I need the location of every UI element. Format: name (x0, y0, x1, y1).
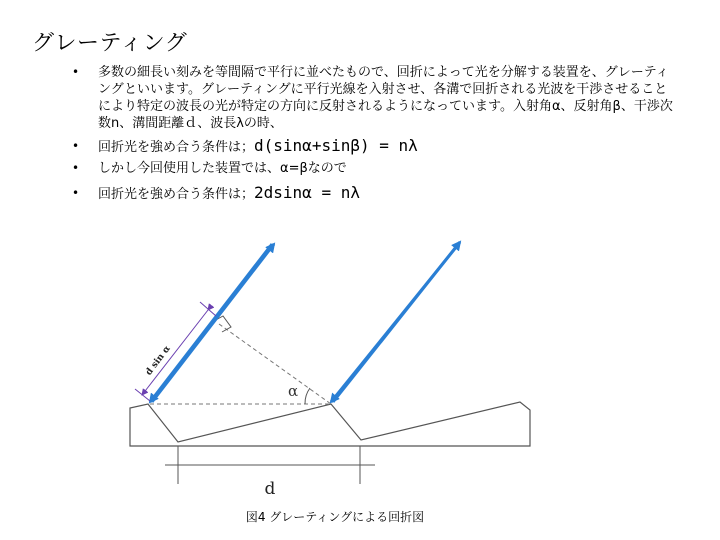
figure-caption: 図4 グレーティングによる回折図 (245, 510, 425, 524)
grating-profile (130, 402, 530, 446)
left-incident-arrow (150, 244, 272, 402)
d-label: d (264, 479, 276, 499)
condition-prefix: 回折光を強め合う条件は； (98, 187, 255, 202)
page-title: グレーティング (32, 31, 188, 56)
alpha-label: α (288, 382, 299, 400)
right-reflected-arrow (333, 242, 460, 402)
dsina-dimension-line (142, 310, 208, 395)
condition-prefix: 回折光を強め合う条件は； (98, 140, 255, 155)
wavefront-dashed-line (219, 324, 331, 404)
note-text: しかし今回使用した装置では、α=βなので (98, 161, 347, 176)
dsina-label: d sin α (144, 344, 173, 378)
left-reflected-arrow (152, 244, 274, 402)
description-text: 多数の細長い刻みを等間隔で平行に並べたもので、回折によって光を分解する装置を、グレーティングといいます。グレーティングに平行光線を入射させ、各溝で回折される光波を干渉させることにより特定の波長の光が特定の方向に反射されるようになっています。入射角α、反射角β、干渉次数n、溝間距離ｄ、波長λの時、 (98, 65, 673, 131)
formula-general: d(sinα+sinβ) = nλ (254, 136, 418, 155)
dsina-tick-bottom (135, 389, 150, 401)
dsina-tick-top (200, 302, 216, 316)
formula-special: 2dsinα = nλ (254, 183, 360, 202)
alpha-arc (305, 388, 310, 404)
